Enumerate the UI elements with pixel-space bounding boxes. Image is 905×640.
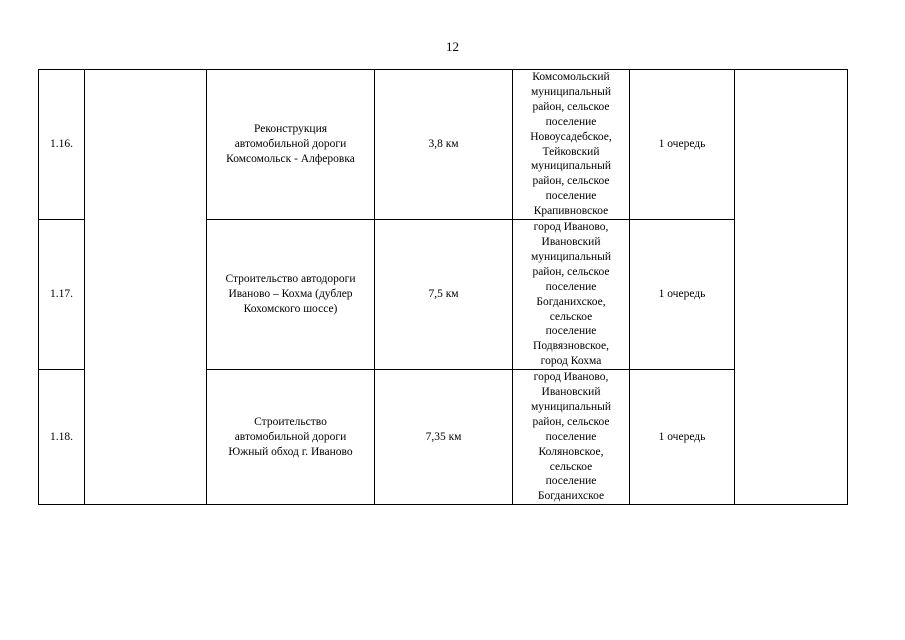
territory-line: Подвязновское, [533, 340, 609, 353]
object-name-line: автомобильной дороги [234, 138, 347, 151]
row-number: 1.18. [39, 370, 85, 505]
territory-line: поселение [545, 190, 597, 203]
territory-line: Новоусадебское, [530, 130, 612, 143]
object-name-line: автомобильной дороги [234, 430, 347, 443]
territory-line: поселение [545, 325, 597, 338]
territory-line: город Кохма [540, 355, 602, 368]
object-length: 7,35 км [375, 370, 513, 505]
stage: 1 очередь [630, 70, 735, 220]
territory-line: Тейковский [542, 145, 600, 158]
object-name [207, 370, 375, 505]
territory-line: район, сельское [532, 265, 610, 278]
territory-line: район, сельское [532, 100, 610, 113]
object-name [207, 220, 375, 370]
row-number: 1.16. [39, 70, 85, 220]
territory-line: город Иваново, [533, 371, 609, 384]
territory-line: Комсомольский [532, 71, 610, 83]
object-length: 7,5 км [375, 220, 513, 370]
territory-line: Крапивновское [533, 205, 609, 218]
territory-line: Ивановский [541, 235, 601, 248]
territory-line: Богданихское, [536, 295, 606, 308]
object-name-line: Кохомского шоссе) [243, 303, 338, 316]
territory-line: сельское [549, 310, 593, 323]
territory-line: Богданихское [537, 490, 605, 503]
territory-line: район, сельское [532, 415, 610, 428]
stage: 1 очередь [630, 370, 735, 505]
object-name-line: Строительство автодороги [225, 273, 356, 286]
territory-line: муниципальный [530, 160, 612, 173]
object-name-line: Строительство [254, 415, 327, 428]
object-name-line: Комсомольск - Алферовка [226, 153, 355, 166]
object-length: 3,8 км [375, 70, 513, 220]
territory-line: Ивановский [541, 386, 601, 399]
territory-line: муниципальный [530, 250, 612, 263]
territory [513, 70, 630, 220]
merged-empty-cell [85, 70, 207, 505]
object-name-line: Южный обход г. Иваново [228, 445, 353, 458]
object-name [207, 70, 375, 220]
territory [513, 220, 630, 370]
territory [513, 370, 630, 505]
row-number: 1.17. [39, 220, 85, 370]
table-row [39, 70, 848, 220]
territory-line: поселение [545, 430, 597, 443]
territory-line: сельское [549, 460, 593, 473]
page-number: 12 [446, 39, 459, 54]
object-name-line: Иваново – Кохма (дублер [228, 288, 353, 301]
stage: 1 очередь [630, 220, 735, 370]
territory-line: муниципальный [530, 400, 612, 413]
territory-line: город Иваново, [533, 221, 609, 234]
territory-line: поселение [545, 115, 597, 128]
territory-line: Коляновское, [538, 445, 604, 458]
object-table [38, 69, 848, 505]
territory-line: муниципальный [530, 85, 612, 98]
territory-line: поселение [545, 475, 597, 488]
object-name-line: Реконструкция [253, 123, 328, 136]
territory-line: поселение [545, 280, 597, 293]
merged-empty-cell [735, 70, 848, 505]
territory-line: район, сельское [532, 175, 610, 188]
